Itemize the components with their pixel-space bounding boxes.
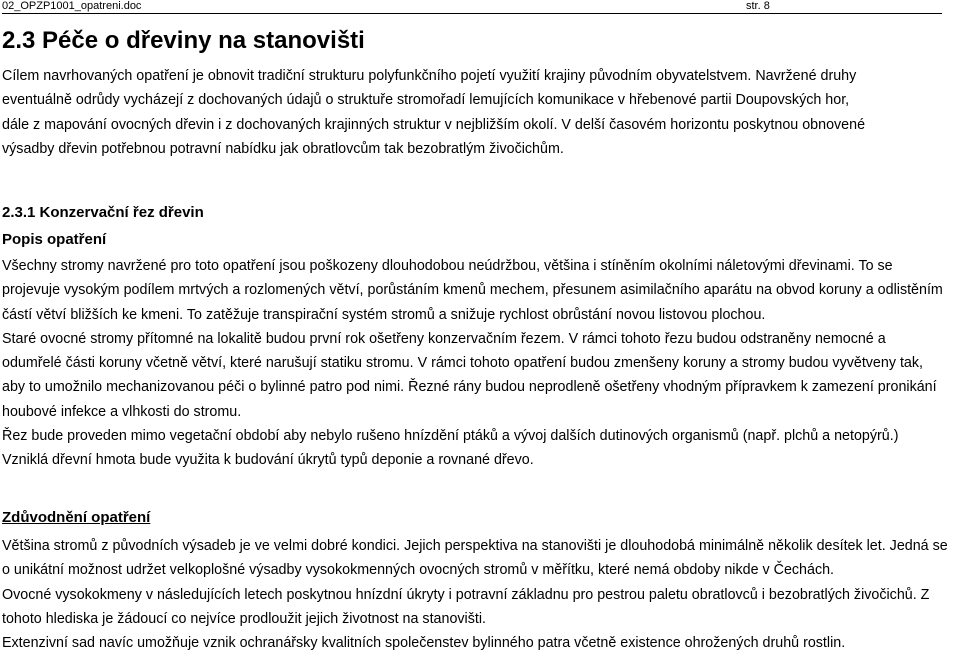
justification-line: tohoto hlediska je žádoucí co nejvíce prodloužit jejich životnost na stanovišti. (2, 610, 486, 627)
justification-heading: Zdůvodnění opatření (2, 509, 151, 526)
justification-line: Většina stromů z původních výsadeb je ve velmi dobré kondici. Jejich perspektiva na stanovišti je dlouhodobá minimálně několik desítek let. Jedná se (2, 538, 948, 554)
page-header (2, 0, 942, 14)
section-title: 2.3 Péče o dřeviny na stanovišti (2, 27, 365, 54)
description-line: částí větví bližších ke kmeni. To zatěžuje transpirační systém stromů a snižuje rychlost obrůstání novou listovou plochou. (2, 306, 766, 323)
justification-line: o unikátní možnost udržet velkoplošné výsadby vysokokmenných ovocných stromů v měřítku, které nemá obdoby nikde v Čechách. (2, 562, 835, 579)
description-line: projevuje vysokým podílem mrtvých a rozlomených větví, porůstáním kmenů mechem, přesunem asimilačního aparátu na obvod koruny a odlistěním (2, 282, 943, 299)
description-line: Staré ovocné stromy přítomné na lokalitě budou první rok ošetřeny konzervačním řezem. V rámci tohoto řezu budou odstraněny nemocné a (2, 330, 886, 347)
intro-line: Cílem navrhovaných opatření je obnovit tradiční strukturu polyfunkčního pojetí využití krajiny původním obyvatelstvem. Navržené druhy (2, 68, 857, 84)
intro-line: eventuálně odrůdy vycházejí z dochovaných údajů o struktuře stromořadí lemujících komunikace v hřebenové partii Doupovských hor, (2, 92, 850, 109)
description-line: Vzniklá dřevní hmota bude využita k budování úkrytů typů deponie a rovnané dřevo. (2, 452, 534, 469)
justification-line: Extenzivní sad navíc umožňuje vznik ochranářsky kvalitních společenstev bylinného patra včetně existence ohrožených druhů rostlin. (2, 635, 846, 652)
header-document-name: 02_OPZP1001_opatreni.doc (2, 0, 142, 12)
intro-paragraph (2, 64, 958, 161)
description-line: aby to umožnilo mechanizovanou péči o bylinné patro pod nimi. Řezné rány budou neprodleně ošetřeny vhodným přípravkem k zamezení pronikání (2, 379, 937, 396)
header-divider (2, 13, 942, 14)
description-line: Řez bude proveden mimo vegetační období aby nebylo rušeno hnízdění ptáků a vývoj dalších dutinových organismů (např. plchů a netopýrů.) (2, 428, 899, 445)
justification-paragraph (2, 534, 958, 655)
header-page-number: str. 8 (746, 0, 770, 12)
intro-line: výsadby dřevin potřebnou potravní nabídku jak obratlovcům tak bezobratlým živočichům. (2, 140, 564, 157)
intro-line: dále z mapování ovocných dřevin i z dochovaných krajinných struktur v nejbližším okolí. V delší časovém horizontu poskytnou obnovené (2, 116, 866, 133)
description-line: odumřelé části koruny včetně větví, které narušují statiku stromu. V rámci tohoto opatření budou zmenšeny koruny a stromy budou vyvětveny tak, (2, 355, 924, 372)
description-paragraph (2, 254, 958, 473)
subsection-title: 2.3.1 Konzervační řez dřevin (2, 204, 204, 221)
description-heading: Popis opatření (2, 231, 107, 248)
description-line: Všechny stromy navržené pro toto opatření jsou poškozeny dlouhodobou neúdržbou, většina i stíněním okolními náletovými dřevinami. To se (2, 258, 893, 274)
description-line: houbové infekce a vlhkosti do stromu. (2, 403, 242, 420)
justification-line: Ovocné vysokokmeny v následujících letech poskytnou hnízdní úkryty i potravní základnu pro pestrou paletu obratlovců i bezobratlých živočichů. Z (2, 586, 930, 603)
